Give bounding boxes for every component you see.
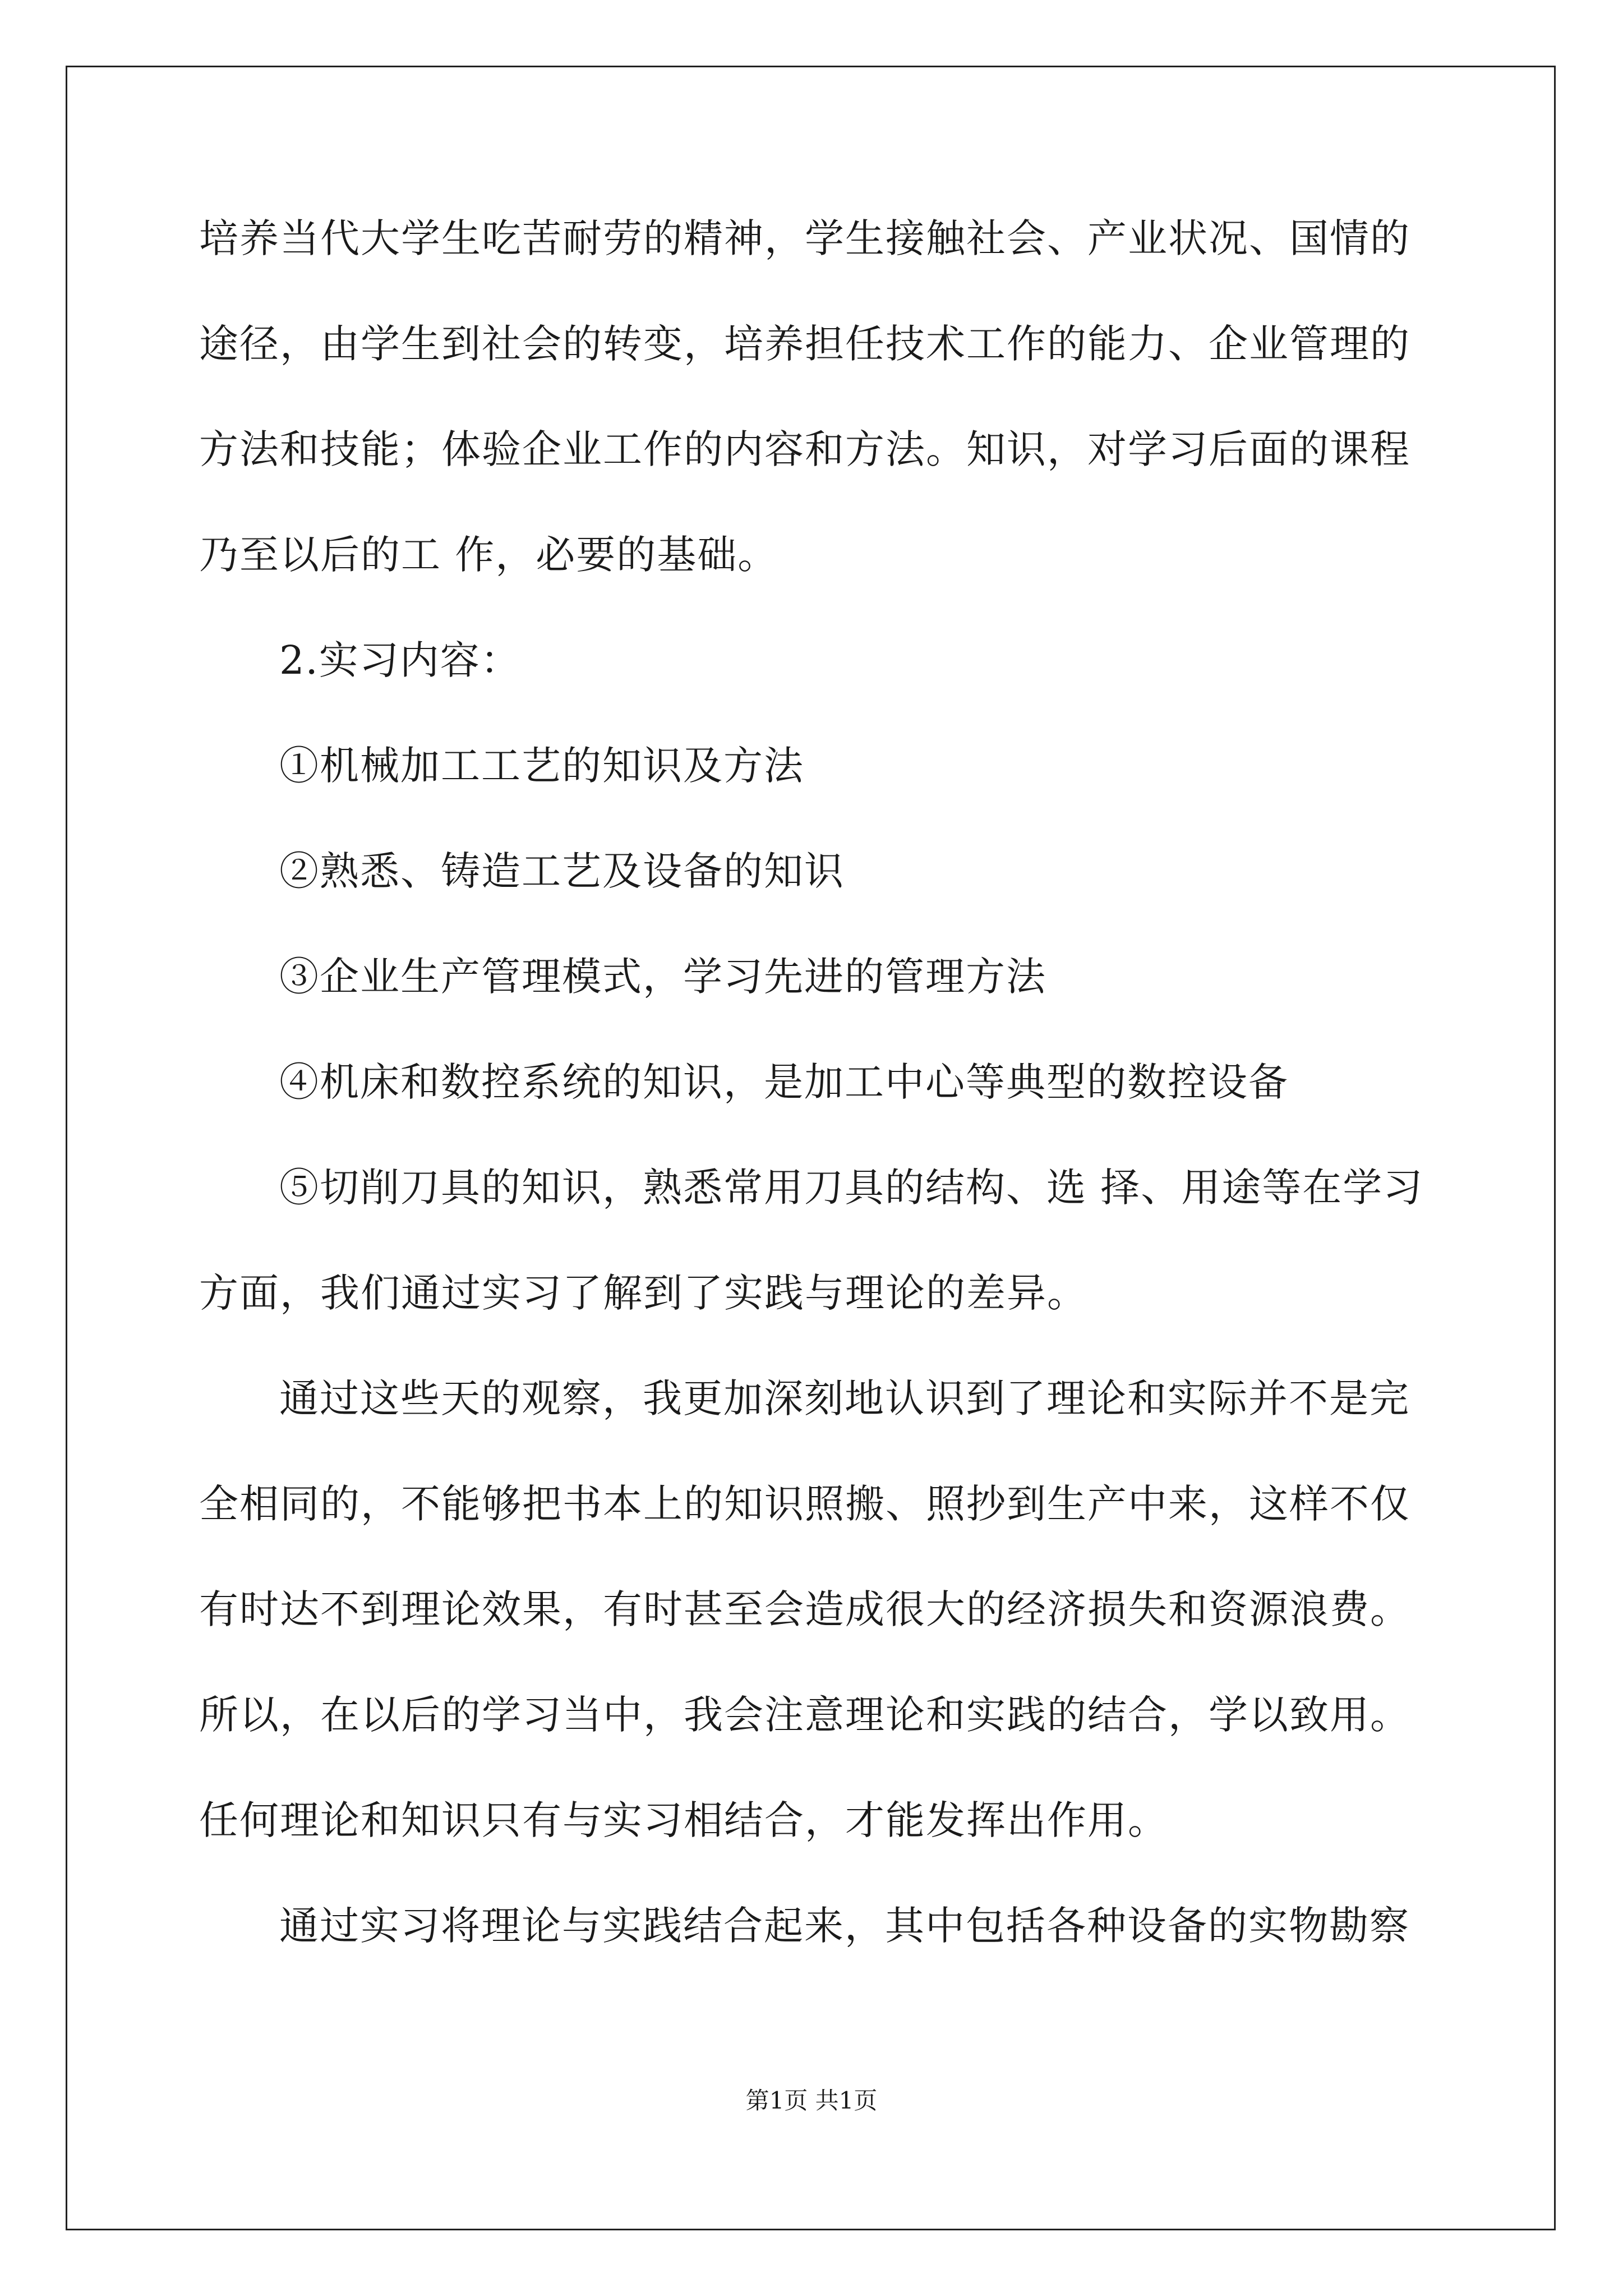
list-item: ①机械加工工艺的知识及方法 — [279, 743, 804, 789]
text-line: 方面，我们通过实习了解到了实践与理论的差异。 — [199, 1270, 1087, 1316]
text-line: 途径，由学生到社会的转变，培养担任技术工作的能力、企业管理的 — [199, 321, 1410, 367]
text-line: 乃至以后的工 作，必要的基础。 — [199, 532, 778, 578]
section-heading: 2.实习内容： — [279, 637, 521, 683]
paragraph-start: 通过这些天的观察，我更加深刻地认识到了理论和实际并不是完 — [279, 1375, 1410, 1421]
text-line: 方法和技能；体验企业工作的内容和方法。知识，对学习后面的课程 — [199, 426, 1410, 472]
text-line: 任何理论和知识只有与实习相结合，才能发挥出作用。 — [199, 1797, 1168, 1843]
page-number-footer: 第1页 共1页 — [745, 2087, 878, 2114]
text-line: 有时达不到理论效果，有时甚至会造成很大的经济损失和资源浪费。 — [199, 1586, 1410, 1632]
paragraph-start: 通过实习将理论与实践结合起来，其中包括各种设备的实物勘察 — [279, 1903, 1410, 1949]
list-item: ④机床和数控系统的知识，是加工中心等典型的数控设备 — [279, 1059, 1289, 1105]
text-line: 培养当代大学生吃苦耐劳的精神，学生接触社会、产业状况、国情的 — [199, 215, 1410, 261]
list-item: ③企业生产管理模式，学习先进的管理方法 — [279, 954, 1046, 1000]
text-line: 所以，在以后的学习当中，我会注意理论和实践的结合，学以致用。 — [199, 1692, 1410, 1738]
list-item: ②熟悉、铸造工艺及设备的知识 — [279, 848, 845, 894]
text-line: 全相同的，不能够把书本上的知识照搬、照抄到生产中来，这样不仅 — [199, 1481, 1410, 1527]
list-item: ⑤切削刀具的知识，熟悉常用刀具的结构、选 择、用途等在学习 — [279, 1165, 1424, 1211]
